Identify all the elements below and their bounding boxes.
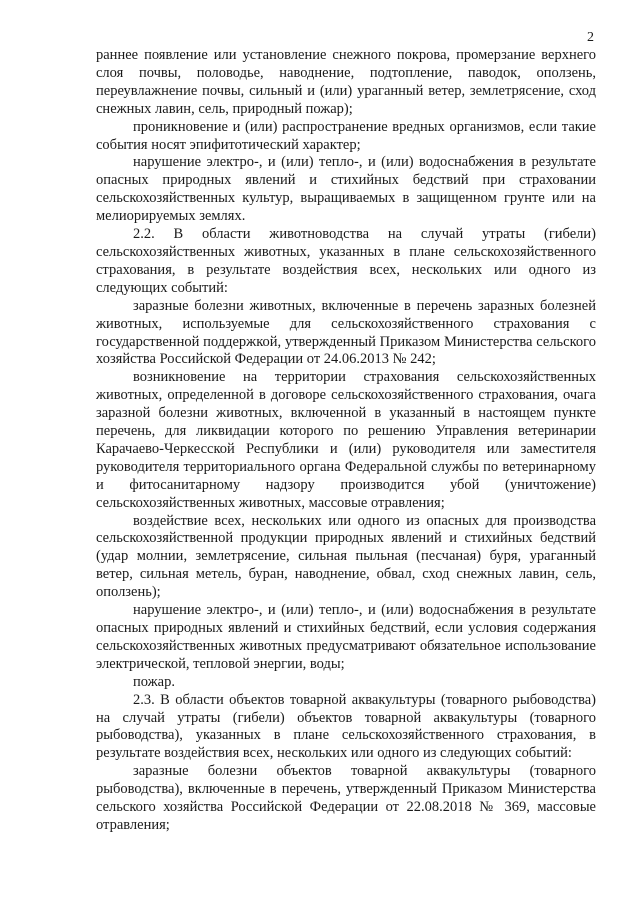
paragraph: воздействие всех, нескольких или одного из опасных для производства сельскохозяйственной продукции природных явлений и стихийных бедствий (удар молнии, землетрясение, сильная пыльная (песчаная) буря, ураганный ветер, сильная метель, буран, наводнение, обвал, сход снежных лавин, сель, оползень);: [96, 512, 596, 601]
paragraph: раннее появление или установление снежного покрова, промерзание верхнего слоя почвы, половодье, наводнение, подтопление, паводок, оползень, переувлажнение почвы, сильный и (или) ураганный ветер, землетрясение, сход снежных лавин, сель, природный пожар);: [96, 47, 596, 117]
paragraph: нарушение электро-, и (или) тепло-, и (или) водоснабжения в результате опасных природных явлений и стихийных бедствий при страховании сельскохозяйственных культур, выращиваемых в защищенном грунте или на мелиорируемых землях.: [96, 154, 596, 225]
paragraph: заразные болезни объектов товарной аквакультуры (товарного рыбоводства), включенные в перечень, утвержденный Приказом Министерства сельского хозяйства Российской Федерации от 22.08.2018 № 369, массовые отравления;: [96, 763, 596, 833]
paragraph: пожар.: [133, 673, 175, 690]
paragraph: возникновение на территории страхования сельскохозяйственных животных, определенной в договоре сельскохозяйственного страхования, очага заразной болезни животных, включенной в указанный в настоящем пункте перечень, для ликвидации которого по решению Управления ветеринарии Карачаево-Черкесской Республики и (или) руководителя или заместителя руководителя территориального органа Федеральной службы по ветеринарному и фитосанитарному надзору производится убой (уничтожение) сельскохозяйственных животных, массовые отравления;: [96, 369, 596, 511]
paragraph: нарушение электро-, и (или) тепло-, и (или) водоснабжения в результате опасных природных явлений и стихийных бедствий, если условия содержания сельскохозяйственных животных предусматривают обязательное использование электрической, тепловой энергии, воды;: [96, 602, 596, 672]
section-heading-paragraph: 2.2. В области животноводства на случай утраты (гибели) сельскохозяйственных животных, указанных в плане сельскохозяйственного страхования, в результате воздействия всех, нескольких или одного из следующих событий:: [96, 226, 596, 296]
section-heading-paragraph: 2.3. В области объектов товарной аквакультуры (товарного рыбоводства) на случай утраты (гибели) объектов товарной аквакультуры (товарного рыбоводства), указанных в плане сельскохозяйственного страхования, в результате воздействия всех, нескольких или одного из следующих событий:: [96, 691, 596, 762]
paragraph: заразные болезни животных, включенные в перечень заразных болезней животных, используемые для сельскохозяйственного страхования с государственной поддержкой, утвержденный Приказом Министерства сельского хозяйства Российской Федерации от 24.06.2013 № 242;: [96, 297, 596, 368]
paragraph: проникновение и (или) распространение вредных организмов, если такие события носят эпифитотический характер;: [96, 118, 596, 153]
document-body: [96, 47, 596, 835]
page-number: 2: [587, 30, 594, 45]
